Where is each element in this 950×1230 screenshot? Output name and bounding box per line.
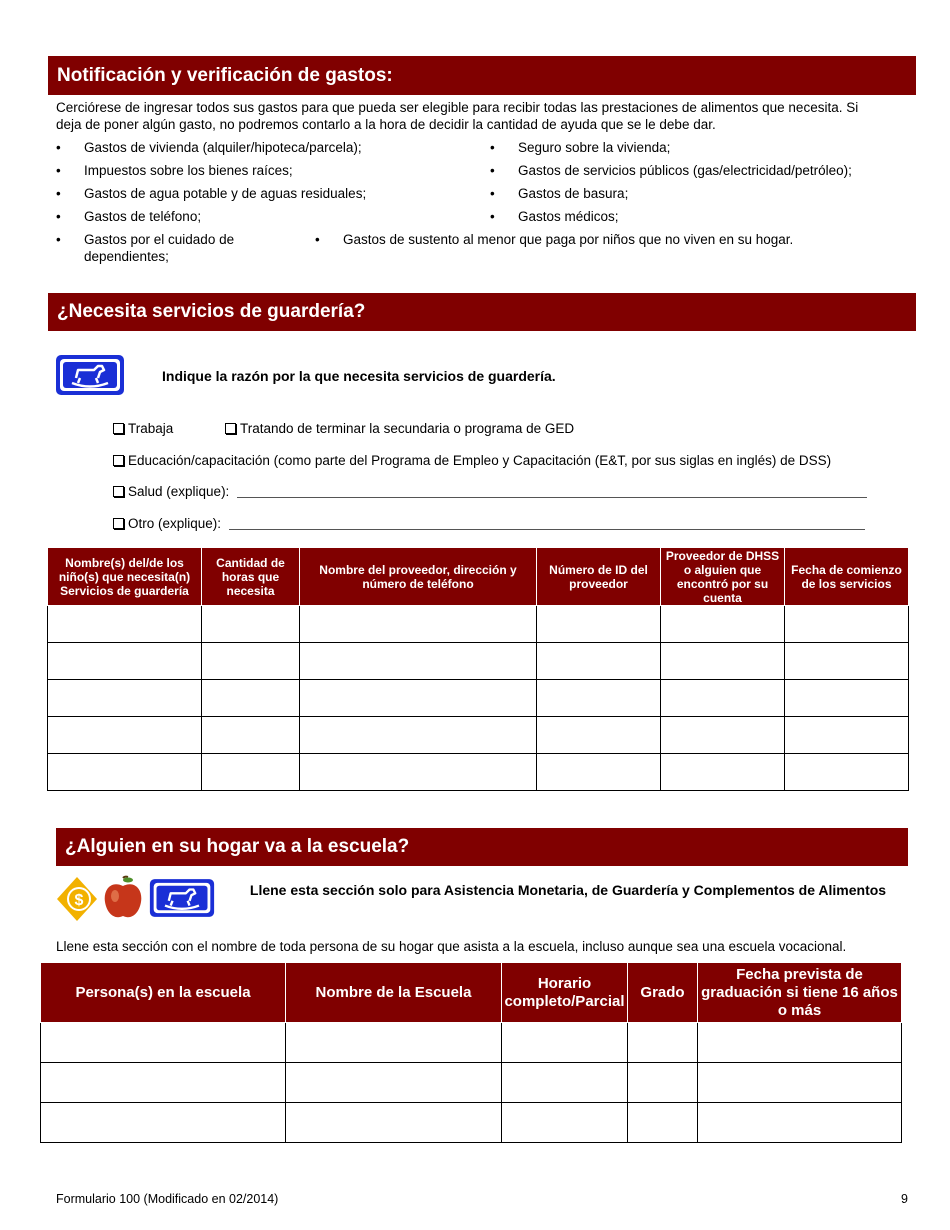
- bullet: •: [490, 140, 495, 155]
- checkbox-health[interactable]: [113, 486, 124, 497]
- table-row: [41, 1063, 902, 1103]
- childcare-header-child-names: Nombre(s) del/de los niño(s) que necesita(n) Servicios de guardería: [48, 548, 202, 606]
- table-cell[interactable]: [502, 1063, 628, 1103]
- bullet: •: [56, 140, 61, 155]
- table-cell[interactable]: [300, 754, 537, 791]
- table-cell[interactable]: [785, 606, 909, 643]
- table-cell[interactable]: [661, 643, 785, 680]
- footer-page-number: 9: [901, 1192, 908, 1206]
- option-ged[interactable]: [225, 421, 574, 436]
- table-row: [41, 1103, 902, 1143]
- table-cell[interactable]: [48, 606, 202, 643]
- checkbox-training[interactable]: [113, 455, 124, 466]
- childcare-header-start-date: Fecha de comienzo de los servicios: [785, 548, 909, 606]
- table-cell[interactable]: [48, 717, 202, 754]
- childcare-header-hours: Cantidad de horas que necesita: [202, 548, 300, 606]
- school-title: ¿Alguien en su hogar va a la escuela?: [65, 836, 410, 857]
- health-explain-field[interactable]: [237, 484, 867, 498]
- table-row: [48, 680, 909, 717]
- school-table: [40, 962, 902, 1143]
- table-row: [48, 717, 909, 754]
- school-section-header: [56, 828, 908, 866]
- expenses-title: Notificación y verificación de gastos:: [57, 64, 393, 86]
- table-row: [48, 643, 909, 680]
- bullet: •: [490, 163, 495, 178]
- table-cell[interactable]: [502, 1103, 628, 1143]
- table-cell[interactable]: [300, 643, 537, 680]
- table-cell[interactable]: [628, 1023, 698, 1063]
- table-cell[interactable]: [41, 1103, 286, 1143]
- bullet: •: [56, 232, 61, 247]
- bullet: •: [56, 209, 61, 224]
- table-cell[interactable]: [785, 680, 909, 717]
- table-cell[interactable]: [48, 643, 202, 680]
- option-ged-label: Tratando de terminar la secundaria o programa de GED: [240, 421, 575, 436]
- school-header-person: Persona(s) en la escuela: [41, 963, 286, 1023]
- table-cell[interactable]: [661, 754, 785, 791]
- option-health-label: Salud (explique):: [128, 484, 230, 499]
- table-cell[interactable]: [502, 1023, 628, 1063]
- childcare-header-provider-id: Número de ID del proveedor: [537, 548, 661, 606]
- table-cell[interactable]: [300, 606, 537, 643]
- childcare-instruction: Indique la razón por la que necesita servicios de guardería.: [162, 368, 556, 384]
- table-cell[interactable]: [537, 754, 661, 791]
- table-cell[interactable]: [785, 643, 909, 680]
- other-explain-field[interactable]: [229, 516, 865, 530]
- svg-text:$: $: [74, 892, 84, 909]
- checkbox-works[interactable]: [113, 423, 124, 434]
- table-cell[interactable]: [41, 1063, 286, 1103]
- childcare-table: [47, 547, 909, 791]
- table-cell[interactable]: [537, 643, 661, 680]
- table-cell[interactable]: [202, 754, 300, 791]
- school-header-graduation-date: Fecha prevista de graduación si tiene 16 años o más: [698, 963, 902, 1023]
- footer-form-id: Formulario 100 (Modificado en 02/2014): [56, 1192, 279, 1206]
- apple-icon: [101, 874, 145, 922]
- table-cell[interactable]: [628, 1103, 698, 1143]
- expenses-intro-line2: deja de poner algún gasto, no podremos contarlo a la hora de decidir la cantidad de ayuda que se le debe dar.: [56, 117, 716, 132]
- option-works[interactable]: [113, 421, 173, 436]
- expense-item-label: Gastos médicos;: [518, 209, 619, 224]
- school-header-grade: Grado: [628, 963, 698, 1023]
- money-icon: [55, 875, 99, 923]
- expenses-section-header: [48, 56, 916, 95]
- option-other-label: Otro (explique):: [128, 516, 222, 531]
- table-cell[interactable]: [300, 717, 537, 754]
- childcare-title: ¿Necesita servicios de guardería?: [57, 301, 366, 322]
- option-other[interactable]: [113, 516, 865, 531]
- school-header-school-name: Nombre de la Escuela: [286, 963, 502, 1023]
- table-row: [48, 754, 909, 791]
- school-instruction: Llene esta sección con el nombre de toda persona de su hogar que asista a la escuela, incluso aunque sea una escuela vocacional.: [56, 939, 847, 954]
- childcare-header-provider: Nombre del proveedor, dirección y número de teléfono: [300, 548, 537, 606]
- table-cell[interactable]: [41, 1023, 286, 1063]
- rocking-horse-icon: [54, 352, 126, 398]
- expense-item-label: Gastos de teléfono;: [84, 209, 202, 224]
- table-cell[interactable]: [286, 1103, 502, 1143]
- table-cell[interactable]: [661, 606, 785, 643]
- school-program-note: Llene esta sección solo para Asistencia Monetaria, de Guardería y Complementos de Alimentos: [249, 882, 887, 898]
- table-cell[interactable]: [537, 606, 661, 643]
- school-header-schedule: Horario completo/Parcial: [502, 963, 628, 1023]
- expense-item-label-line1: Gastos por el cuidado de: [84, 232, 235, 247]
- expense-item-label: Gastos de agua potable y de aguas residuales;: [84, 186, 367, 201]
- table-cell[interactable]: [48, 754, 202, 791]
- table-cell[interactable]: [300, 680, 537, 717]
- rocking-horse-icon: [148, 876, 216, 920]
- table-cell[interactable]: [698, 1103, 902, 1143]
- table-cell[interactable]: [202, 680, 300, 717]
- table-row: [48, 606, 909, 643]
- table-cell[interactable]: [202, 717, 300, 754]
- expense-item-label: Gastos de servicios públicos (gas/electricidad/petróleo);: [518, 163, 852, 178]
- table-cell[interactable]: [785, 754, 909, 791]
- table-row: [41, 1023, 902, 1063]
- option-works-label: Trabaja: [128, 421, 174, 436]
- expense-item-label: Gastos de vivienda (alquiler/hipoteca/parcela);: [84, 140, 362, 155]
- bullet: •: [56, 163, 61, 178]
- table-cell[interactable]: [48, 680, 202, 717]
- checkbox-ged[interactable]: [225, 423, 236, 434]
- option-training[interactable]: [113, 453, 831, 468]
- table-cell[interactable]: [202, 643, 300, 680]
- table-cell[interactable]: [661, 680, 785, 717]
- table-cell[interactable]: [661, 717, 785, 754]
- checkbox-other[interactable]: [113, 518, 124, 529]
- expenses-intro: [56, 99, 916, 133]
- table-cell[interactable]: [628, 1063, 698, 1103]
- expense-item-label-line2: dependientes;: [84, 249, 169, 264]
- table-cell[interactable]: [785, 717, 909, 754]
- table-cell[interactable]: [537, 680, 661, 717]
- expense-item-label: Gastos de sustento al menor que paga por niños que no viven en su hogar.: [343, 232, 794, 247]
- bullet: •: [490, 186, 495, 201]
- childcare-section-header: [48, 293, 916, 331]
- table-cell[interactable]: [698, 1023, 902, 1063]
- table-cell[interactable]: [286, 1023, 502, 1063]
- table-cell[interactable]: [286, 1063, 502, 1103]
- expense-item-label: Impuestos sobre los bienes raíces;: [84, 163, 293, 178]
- table-cell[interactable]: [202, 606, 300, 643]
- expense-item-label: Seguro sobre la vivienda;: [518, 140, 671, 155]
- table-cell[interactable]: [537, 717, 661, 754]
- option-training-label: Educación/capacitación (como parte del Programa de Empleo y Capacitación (E&T, por sus siglas en inglés) de DSS): [128, 453, 832, 468]
- expenses-intro-line1: Cerciórese de ingresar todos sus gastos para que pueda ser elegible para recibir todas las prestaciones de alimentos que necesita. Si: [56, 100, 859, 115]
- option-health[interactable]: [113, 484, 867, 499]
- bullet: •: [490, 209, 495, 224]
- childcare-header-provider-source: Proveedor de DHSS o alguien que encontró por su cuenta: [661, 548, 785, 606]
- table-cell[interactable]: [698, 1063, 902, 1103]
- bullet: •: [315, 232, 320, 247]
- bullet: •: [56, 186, 61, 201]
- expense-item-label: Gastos de basura;: [518, 186, 629, 201]
